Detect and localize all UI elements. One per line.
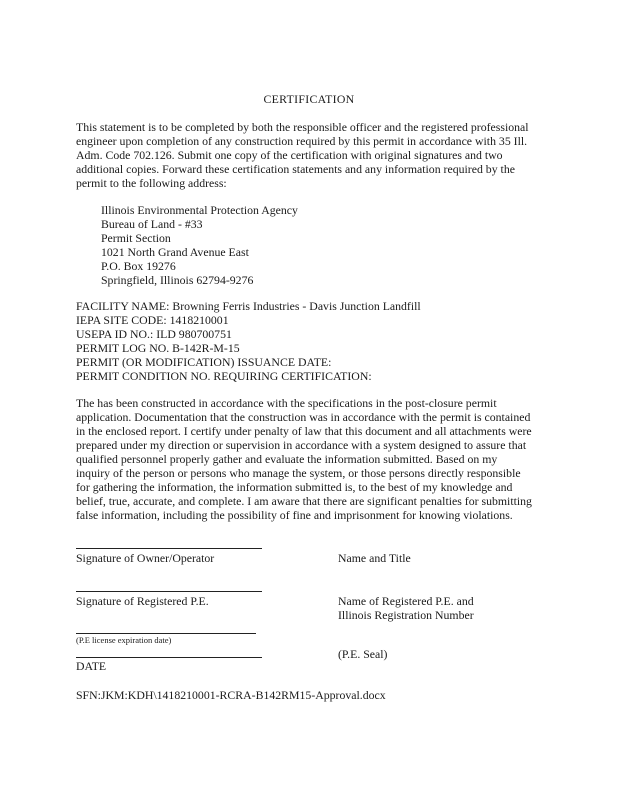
owner-signature-line[interactable] — [76, 548, 262, 549]
facility-info — [76, 299, 546, 383]
permit-log-no: PERMIT LOG NO. B-142R-M-15 — [76, 341, 240, 355]
date-line[interactable] — [76, 657, 262, 658]
statement-line: The has been constructed in accordance with the specifications in the post-closure permit — [76, 396, 497, 410]
address-line: Bureau of Land - #33 — [101, 217, 203, 231]
statement-line: qualified personnel properly gather and evaluate the information submitted. Based on my — [76, 452, 498, 466]
file-reference: SFN:JKM:KDH\1418210001-RCRA-B142RM15-Approval.docx — [76, 688, 386, 702]
statement-line: application. Documentation that the construction was in accordance with the permit is contained — [76, 410, 531, 424]
certification-statement — [76, 396, 546, 522]
name-and-title-label: Name and Title — [338, 551, 411, 565]
statement-line: inquiry of the person or persons who manage the system, or those persons directly responsible — [76, 466, 521, 480]
iepa-site-code: IEPA SITE CODE: 1418210001 — [76, 313, 229, 327]
license-expiration-label: (P.E license expiration date) — [76, 635, 172, 645]
pe-signature-line[interactable] — [76, 591, 262, 592]
date-label: DATE — [76, 659, 107, 673]
statement-line: for gathering the information, the information submitted is, to the best of my knowledge and — [76, 480, 513, 494]
permit-condition-no: PERMIT CONDITION NO. REQUIRING CERTIFICATION: — [76, 369, 372, 383]
intro-paragraph — [76, 120, 546, 190]
pe-signature-label: Signature of Registered P.E. — [76, 594, 209, 608]
address-line: 1021 North Grand Avenue East — [101, 245, 249, 259]
address-line: P.O. Box 19276 — [101, 259, 176, 273]
address-line: Illinois Environmental Protection Agency — [101, 203, 298, 217]
intro-line: Adm. Code 702.126. Submit one copy of the certification with original signatures and two — [76, 148, 503, 162]
statement-line: false information, including the possibility of fine and imprisonment for knowing violations. — [76, 508, 513, 522]
intro-line: additional copies. Forward these certification statements and any information required by the — [76, 162, 515, 176]
statement-line: prepared under my direction or supervision in accordance with a system designed to assure that — [76, 438, 527, 452]
page-title: CERTIFICATION — [263, 92, 355, 106]
statement-line: belief, true, accurate, and complete. I am aware that there are significant penalties for submitting — [76, 494, 532, 508]
usepa-id: USEPA ID NO.: ILD 980700751 — [76, 327, 232, 341]
address-line: Permit Section — [101, 231, 171, 245]
owner-signature-label: Signature of Owner/Operator — [76, 551, 215, 565]
agency-address — [101, 203, 401, 287]
permit-issuance-date: PERMIT (OR MODIFICATION) ISSUANCE DATE: — [76, 355, 332, 369]
statement-line: in the enclosed report. I certify under penalty of law that this document and all attachments were — [76, 424, 532, 438]
license-expiration-line[interactable] — [76, 633, 256, 634]
pe-name-label: Name of Registered P.E. and — [338, 594, 474, 608]
intro-line: This statement is to be completed by both the responsible officer and the registered professional — [76, 120, 529, 134]
facility-name: FACILITY NAME: Browning Ferris Industries - Davis Junction Landfill — [76, 299, 421, 313]
pe-registration-label: Illinois Registration Number — [338, 608, 474, 622]
pe-seal-label: (P.E. Seal) — [338, 647, 388, 661]
intro-line: permit to the following address: — [76, 176, 227, 190]
address-line: Springfield, Illinois 62794-9276 — [101, 273, 254, 287]
intro-line: engineer upon completion of any construction required by this permit in accordance with 35 Ill. — [76, 134, 528, 148]
